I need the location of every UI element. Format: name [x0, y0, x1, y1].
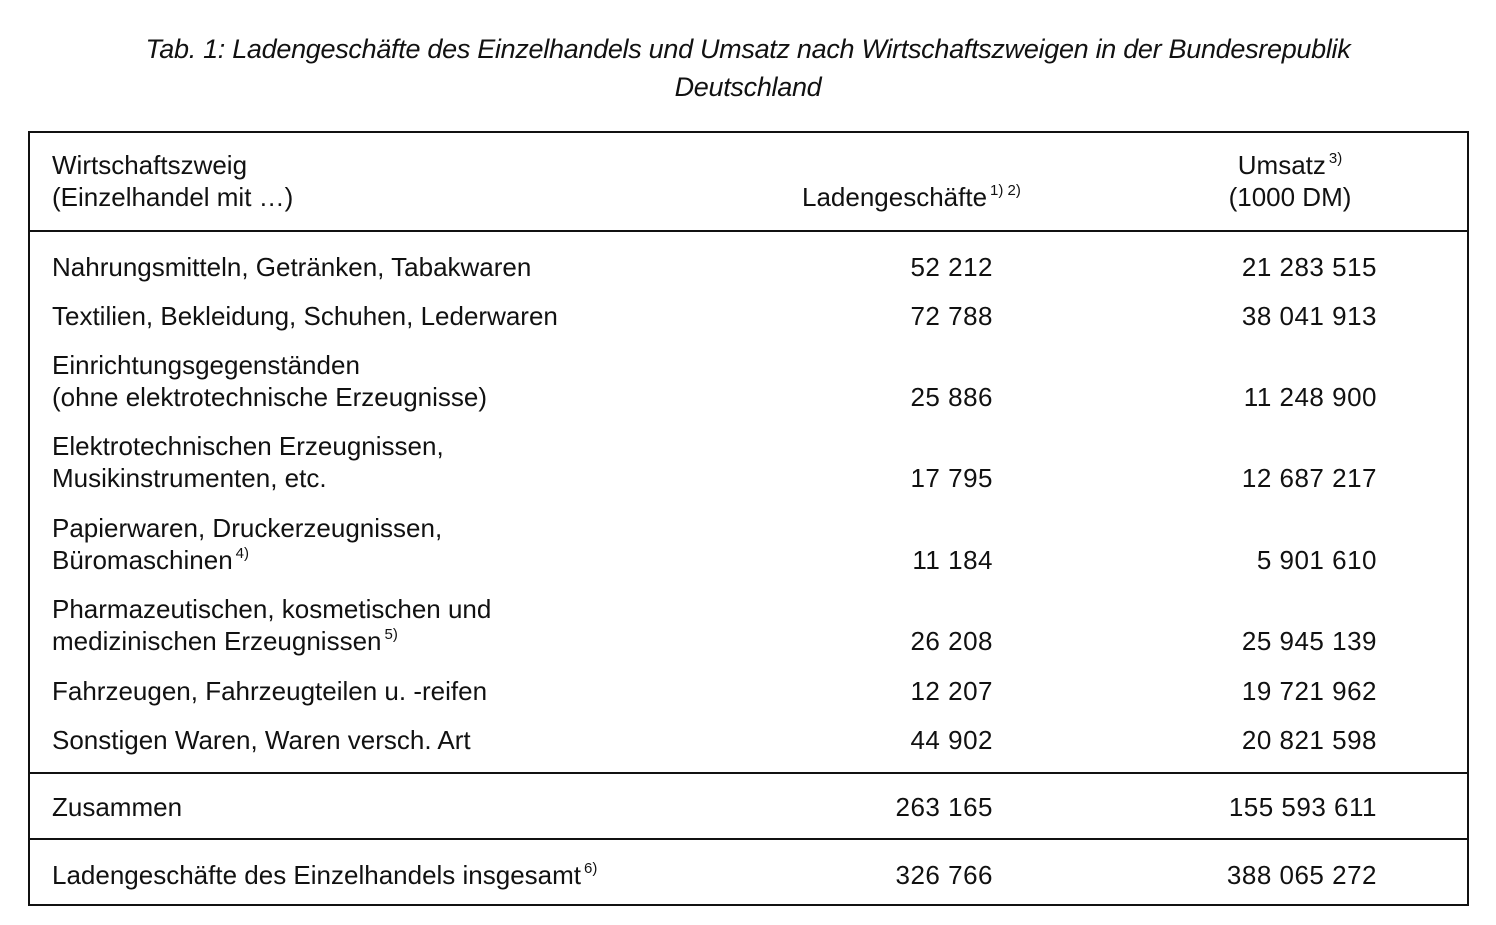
table-row-label: Papierwaren, Druckerzeugnissen, Büromaschinen $^{4)}$ — [52, 513, 443, 575]
table-cell-revenue: 21 283 515 — [1241, 252, 1377, 282]
total-label: Ladengeschäfte des Einzelhandels insgesamt $^{6)}$ — [52, 860, 598, 890]
caption-line-2: Deutschland — [674, 72, 822, 102]
table-row-label: Elektrotechnischen Erzeugnissen, Musikinstrumenten, etc. — [52, 431, 444, 493]
header-col-revenue-note: 3) — [1328, 150, 1343, 167]
table-cell-shops: 72 788 — [910, 301, 993, 331]
subtotal-label: Zusammen — [52, 792, 183, 822]
table-cell-shops: 25 886 — [910, 382, 993, 412]
subtotal-divider — [30, 772, 1467, 774]
table-cell-revenue: 11 248 900 — [1243, 382, 1377, 412]
table-row-label: Fahrzeugen, Fahrzeugteilen u. -reifen — [52, 676, 488, 706]
header-col-branch-line1: Wirtschaftszweig — [52, 150, 248, 180]
subtotal-revenue: 155 593 611 — [1228, 792, 1377, 822]
table-row-label: Pharmazeutischen, kosmetischen und medizinischen Erzeugnissen $^{5)}$ — [52, 594, 492, 656]
table-cell-revenue: 12 687 217 — [1241, 463, 1377, 493]
footnote-marker: 5) — [384, 626, 398, 643]
table-cell-shops: 11 184 — [912, 545, 993, 575]
table-cell-shops: 26 208 — [910, 626, 993, 656]
table-row-label: Sonstigen Waren, Waren versch. Art — [52, 725, 471, 755]
data-table — [28, 131, 1469, 906]
table-cell-revenue: 5 901 610 — [1256, 545, 1377, 575]
header-col-shops-label: Ladengeschäfte — [802, 182, 988, 212]
table-cell-shops: 17 795 — [910, 463, 993, 493]
header-col-branch-line2: (Einzelhandel mit …) — [52, 182, 294, 212]
total-shops: 326 766 — [895, 860, 993, 890]
table-cell-shops: 12 207 — [910, 676, 993, 706]
table-row-label: Nahrungsmitteln, Getränken, Tabakwaren — [52, 252, 532, 282]
header-col-shops-note: 1) 2) — [990, 182, 1021, 199]
table-cell-shops: 44 902 — [910, 725, 993, 755]
table-cell-revenue: 20 821 598 — [1241, 725, 1377, 755]
header-divider — [30, 230, 1467, 232]
total-revenue: 388 065 272 — [1226, 860, 1377, 890]
header-col-revenue-line1: Umsatz $^{3)}$ — [1237, 150, 1343, 180]
footnote-marker: 6) — [584, 860, 598, 877]
total-divider — [30, 838, 1467, 840]
header-col-revenue-line2: (1000 DM) — [1228, 182, 1352, 212]
table-caption — [20, 30, 1476, 106]
header-col-revenue — [1190, 149, 1390, 213]
table-row-label: Textilien, Bekleidung, Schuhen, Lederwaren — [52, 301, 558, 331]
table-row-label: Einrichtungsgegenständen (ohne elektrotechnische Erzeugnisse) — [52, 350, 488, 412]
table-cell-shops: 52 212 — [910, 252, 993, 282]
table-cell-revenue: 38 041 913 — [1241, 301, 1377, 331]
header-col-branch — [52, 149, 293, 213]
caption-line-1: Tab. 1: Ladengeschäfte des Einzelhandels und Umsatz nach Wirtschaftszweigen in der Bundesrepublik — [145, 34, 1351, 64]
table-cell-revenue: 19 721 962 — [1241, 676, 1377, 706]
table-cell-revenue: 25 945 139 — [1241, 626, 1377, 656]
subtotal-shops: 263 165 — [895, 792, 993, 822]
footnote-marker: 4) — [235, 545, 249, 562]
header-col-shops — [802, 181, 1021, 213]
